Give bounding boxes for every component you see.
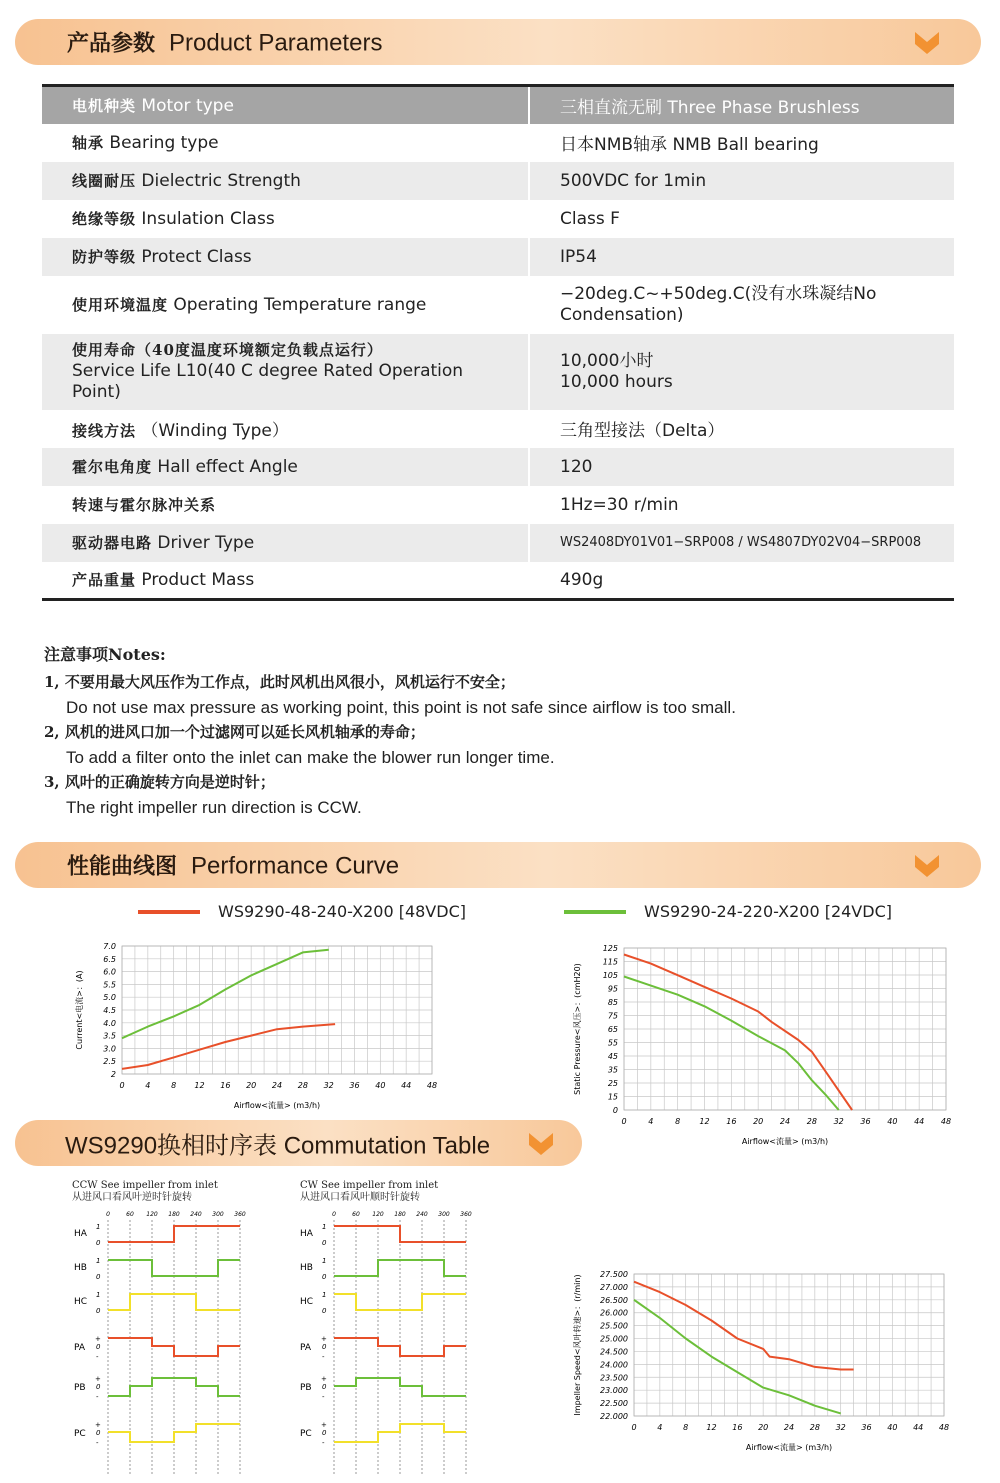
param-value-text: 120 [560, 456, 593, 477]
cw-title [300, 1180, 438, 1204]
param-name [42, 124, 529, 162]
level-0-label: 0 [96, 1343, 101, 1351]
ccw-title-cn: 从进风口看风叶逆时针旋转 [72, 1192, 192, 1203]
commutation-diagram-cw [292, 1206, 492, 1476]
x-tick-label: 20 [753, 1117, 764, 1126]
param-value-text: 10,000 hours [560, 371, 673, 392]
x-tick-label: 8 [683, 1423, 689, 1432]
signal-waveform [108, 1226, 240, 1242]
y-tick-label: 3.5 [103, 1031, 116, 1041]
y-tick-label: 24.000 [600, 1360, 628, 1370]
param-name [42, 524, 529, 562]
level-1-label: 1 [322, 1223, 327, 1231]
param-name [42, 200, 529, 238]
note-en: The right impeller run direction is CCW. [66, 798, 362, 817]
x-tick-label: 40 [887, 1117, 898, 1126]
chart-current [70, 936, 450, 1116]
x-axis-label: Airflow<流量> (m3/h) [745, 1443, 833, 1452]
level-1-label: 1 [96, 1223, 101, 1231]
param-name-en: Bearing type [109, 133, 219, 153]
y-tick-label: 4.0 [103, 1018, 116, 1028]
section-title-en: Product Parameters [169, 29, 383, 57]
y-tick-label: 5.5 [103, 980, 116, 990]
note-en: Do not use max pressure as working point, this point is not safe since airflow is too small. [66, 698, 736, 717]
section-banner-commutation [15, 1120, 582, 1166]
x-tick-label: 36 [861, 1423, 872, 1432]
param-name-cn: 接线方法 [72, 422, 137, 440]
y-tick-label: 55 [607, 1038, 618, 1048]
legend-swatch [564, 910, 626, 914]
degree-tick-label: 360 [234, 1211, 246, 1218]
level-0-label: 0 [322, 1383, 327, 1391]
level-0-label: 0 [96, 1383, 101, 1391]
x-tick-label: 16 [726, 1117, 737, 1126]
section-title-cn: 性能曲线图 [67, 853, 178, 880]
note-cn: 1, 不要用最大风压作为工作点，此时风机出风很小，风机运行不安全； [44, 673, 515, 691]
y-tick-label: 27.000 [600, 1282, 628, 1292]
parameter-table [42, 84, 954, 601]
legend-label: WS9290-24-220-X200 [24VDC] [644, 902, 892, 921]
param-name-en: Operating Temperature range [173, 295, 427, 315]
param-value [529, 334, 954, 410]
param-name-en: Insulation Class [141, 209, 275, 229]
legend-label: WS9290-48-240-X200 [48VDC] [218, 902, 466, 921]
x-tick-label: 4 [648, 1117, 654, 1126]
x-tick-label: 20 [246, 1081, 257, 1090]
x-axis-label: Airflow<流量> (m3/h) [741, 1137, 829, 1146]
level-plus-label: + [95, 1421, 101, 1429]
x-tick-label: 28 [806, 1117, 817, 1126]
x-tick-label: 12 [699, 1117, 710, 1126]
x-tick-label: 4 [145, 1081, 151, 1090]
y-tick-label: 15 [607, 1092, 618, 1102]
level-0-label: 0 [96, 1429, 101, 1437]
level-0-label: 0 [96, 1273, 101, 1281]
param-name-cn: 驱动器电路 [72, 534, 153, 552]
signal-label: PB [74, 1383, 86, 1393]
notes-title: 注意事项Notes: [44, 645, 166, 664]
table-row [42, 562, 954, 600]
degree-tick-label: 300 [438, 1211, 450, 1218]
param-name-cn: 使用寿命（40度温度环境额定负载点运行） [72, 341, 383, 359]
x-tick-label: 36 [860, 1117, 871, 1126]
param-name [42, 486, 529, 524]
x-tick-label: 24 [779, 1117, 791, 1126]
signal-waveform [334, 1226, 466, 1242]
section-title [67, 850, 399, 881]
level-1-label: 1 [96, 1257, 101, 1265]
param-name-cn: 转速与霍尔脉冲关系 [72, 496, 217, 514]
level-0-label: 0 [322, 1343, 327, 1351]
param-name-en: Hall effect Angle [157, 457, 298, 477]
section-title [67, 27, 382, 58]
x-tick-label: 4 [657, 1423, 663, 1432]
level-0-label: 0 [322, 1273, 327, 1281]
chevron-down-icon [913, 851, 941, 879]
commutation-diagram-ccw [66, 1206, 266, 1476]
signal-label: PB [300, 1383, 312, 1393]
y-tick-label: 6.5 [103, 954, 116, 964]
note-cn: 2, 风机的进风口加一个过滤网可以延长风机轴承的寿命； [44, 723, 425, 741]
table-row [42, 448, 954, 486]
signal-label: HA [74, 1229, 87, 1239]
x-tick-label: 48 [938, 1423, 950, 1432]
level-minus-label: - [96, 1439, 99, 1447]
x-tick-label: 0 [631, 1423, 637, 1432]
signal-label: HB [300, 1263, 313, 1273]
param-name-cn: 使用环境温度 [72, 296, 169, 314]
y-tick-label: 25.500 [600, 1321, 628, 1331]
signal-label: HC [300, 1297, 314, 1307]
param-value-text: 490g [560, 569, 604, 590]
x-tick-label: 44 [913, 1423, 924, 1432]
x-axis-label: Airflow<流量> (m3/h) [233, 1101, 321, 1110]
level-minus-label: - [322, 1353, 325, 1361]
level-plus-label: + [95, 1375, 101, 1383]
degree-tick-label: 300 [212, 1211, 224, 1218]
y-tick-label: 6.0 [103, 967, 116, 977]
section-title-en: Performance Curve [191, 852, 400, 880]
x-tick-label: 48 [940, 1117, 952, 1126]
param-value-text: −20deg.C~+50deg.C(没有水珠凝结No Condensation) [560, 283, 877, 325]
notes [44, 642, 944, 820]
level-plus-label: + [95, 1335, 101, 1343]
level-plus-label: + [321, 1421, 327, 1429]
param-name-en: Product Mass [141, 570, 255, 591]
table-row [42, 162, 954, 200]
degree-tick-label: 0 [106, 1211, 110, 1218]
x-tick-label: 40 [887, 1423, 898, 1432]
note-item [44, 670, 944, 720]
param-value-text: 三相直流无刷 Three Phase Brushless [560, 97, 860, 118]
param-value [529, 238, 954, 276]
param-name [42, 162, 529, 200]
param-name-en: Protect Class [141, 247, 252, 267]
degree-tick-label: 0 [332, 1211, 336, 1218]
y-tick-label: 2.5 [103, 1057, 116, 1067]
legend-entry-48v [138, 902, 466, 921]
param-name-cn: 霍尔电角度 [72, 458, 153, 476]
y-tick-label: 75 [607, 1011, 618, 1021]
table-header-row [42, 86, 954, 124]
x-tick-label: 32 [323, 1081, 334, 1090]
section-title-en: WS9290换相时序表 Commutation Table [65, 1132, 491, 1160]
section-banner-performance [15, 842, 981, 888]
chart-static-pressure [568, 940, 958, 1154]
param-value [529, 162, 954, 200]
y-tick-label: 115 [602, 957, 618, 967]
grid [122, 946, 432, 1074]
chevron-down-icon [913, 28, 941, 56]
level-minus-label: - [96, 1353, 99, 1361]
degree-tick-label: 120 [372, 1211, 384, 1218]
param-value [529, 524, 954, 562]
signal-label: PA [74, 1343, 86, 1353]
legend-swatch [138, 910, 200, 914]
y-tick-label: 25 [607, 1079, 618, 1088]
param-value-text: 日本NMB轴承 NMB Ball bearing [560, 135, 819, 155]
y-tick-label: 4.5 [103, 1006, 116, 1015]
degree-tick-label: 240 [416, 1211, 428, 1218]
degree-tick-label: 240 [190, 1211, 202, 1218]
table-row [42, 486, 954, 524]
y-axis-label: Impeller Speed<风叶转速>：(r/min) [573, 1274, 582, 1416]
y-tick-label: 3.0 [103, 1044, 116, 1054]
param-value-text: 10,000小时 [560, 350, 654, 371]
x-tick-label: 12 [194, 1081, 205, 1090]
x-tick-label: 16 [220, 1081, 231, 1090]
y-axis-label: Static Pressure<风压>：(cmH20) [573, 963, 582, 1095]
level-minus-label: - [322, 1393, 325, 1401]
x-tick-label: 16 [732, 1423, 743, 1432]
degree-tick-label: 60 [126, 1211, 134, 1218]
y-tick-label: 45 [607, 1052, 618, 1061]
note-cn: 3, 风叶的正确旋转方向是逆时针； [44, 773, 275, 791]
x-tick-label: 28 [297, 1081, 308, 1090]
param-value-text: 500VDC for 1min [560, 170, 707, 191]
param-name-en: Dielectric Strength [141, 171, 301, 191]
param-name-cn: 轴承 [72, 134, 105, 152]
table-row [42, 200, 954, 238]
x-tick-label: 8 [675, 1117, 681, 1126]
param-value [529, 410, 954, 448]
x-tick-label: 28 [809, 1423, 820, 1432]
degree-tick-label: 180 [168, 1211, 180, 1218]
y-tick-label: 22.000 [600, 1412, 628, 1421]
param-value [529, 124, 954, 162]
level-minus-label: - [96, 1393, 99, 1401]
level-1-label: 1 [96, 1291, 101, 1299]
level-1-label: 1 [322, 1257, 327, 1265]
note-en: To add a filter onto the inlet can make the blower run longer time. [66, 748, 555, 767]
x-tick-label: 8 [171, 1081, 177, 1090]
section-banner-params [15, 19, 981, 65]
y-tick-label: 95 [607, 984, 618, 994]
level-0-label: 0 [322, 1307, 327, 1315]
param-name-cn: 电机种类 [72, 96, 137, 115]
ccw-title [72, 1180, 218, 1204]
x-tick-label: 40 [375, 1081, 386, 1090]
table-row [42, 410, 954, 448]
note-item [44, 720, 944, 770]
y-tick-label: 5.0 [103, 993, 116, 1003]
table-row [42, 276, 954, 334]
cw-title-en: CW See impeller from inlet [300, 1180, 439, 1191]
degree-tick-label: 120 [146, 1211, 158, 1218]
x-tick-label: 36 [349, 1081, 360, 1090]
section-title [65, 1126, 490, 1161]
y-tick-label: 0 [612, 1106, 618, 1115]
y-tick-label: 105 [602, 971, 618, 980]
y-tick-label: 85 [607, 998, 618, 1007]
x-tick-label: 0 [119, 1081, 125, 1090]
table-row [42, 124, 954, 162]
y-tick-label: 27.500 [600, 1270, 628, 1279]
level-0-label: 0 [96, 1307, 101, 1315]
param-value-text: WS2408DY01V01−SRP008 / WS4807DY02V04−SRP008 [560, 535, 922, 550]
param-name-en: （Winding Type） [141, 421, 289, 441]
param-value-text: Class F [560, 208, 620, 229]
param-name-en: Driver Type [157, 533, 255, 553]
y-tick-label: 25.000 [600, 1334, 628, 1344]
x-tick-label: 32 [833, 1117, 844, 1126]
level-0-label: 0 [96, 1239, 101, 1247]
y-tick-label: 26.500 [600, 1295, 628, 1305]
degree-tick-label: 360 [460, 1211, 472, 1218]
x-tick-label: 48 [426, 1081, 438, 1090]
signal-label: HB [74, 1263, 87, 1273]
y-tick-label: 65 [607, 1025, 618, 1034]
param-value [529, 276, 954, 334]
table-row [42, 334, 954, 410]
param-value [529, 200, 954, 238]
param-value-text: 1Hz=30 r/min [560, 494, 679, 515]
x-tick-label: 24 [271, 1081, 283, 1090]
param-name-en: Service Life L10(40 C degree Rated Operation Point) [72, 361, 464, 402]
param-name-en: Motor type [141, 95, 234, 116]
y-tick-label: 24.500 [600, 1347, 628, 1357]
param-value [529, 86, 954, 124]
table-row [42, 524, 954, 562]
y-tick-label: 23.000 [600, 1386, 628, 1396]
y-tick-label: 22.500 [600, 1399, 628, 1409]
param-value [529, 486, 954, 524]
cw-title-cn: 从进风口看风叶顺时针旋转 [300, 1192, 420, 1203]
param-name-cn: 产品重量 [72, 571, 137, 590]
level-0-label: 0 [322, 1239, 327, 1247]
level-minus-label: - [322, 1439, 325, 1447]
y-tick-label: 35 [607, 1065, 618, 1075]
param-name [42, 334, 529, 410]
section-title-cn: 产品参数 [67, 30, 156, 57]
param-value [529, 562, 954, 600]
param-value [529, 448, 954, 486]
y-tick-label: 23.500 [600, 1373, 628, 1383]
param-name [42, 448, 529, 486]
x-tick-label: 20 [758, 1423, 769, 1432]
x-tick-label: 44 [401, 1081, 412, 1090]
level-plus-label: + [321, 1335, 327, 1343]
y-tick-label: 7.0 [103, 942, 116, 951]
signal-waveform [334, 1424, 466, 1442]
param-name [42, 276, 529, 334]
param-name [42, 86, 529, 124]
x-tick-label: 12 [706, 1423, 717, 1432]
x-tick-label: 0 [621, 1117, 627, 1126]
note-item [44, 770, 944, 820]
chart-impeller-speed [568, 1262, 958, 1462]
table-row [42, 238, 954, 276]
x-tick-label: 32 [835, 1423, 846, 1432]
y-tick-label: 125 [602, 944, 618, 953]
signal-label: HC [74, 1297, 88, 1307]
level-0-label: 0 [322, 1429, 327, 1437]
level-1-label: 1 [322, 1291, 327, 1299]
param-name [42, 238, 529, 276]
signal-label: PC [74, 1429, 86, 1439]
chevron-down-icon [527, 1129, 555, 1157]
y-tick-label: 2 [110, 1070, 116, 1079]
signal-waveform [108, 1424, 240, 1442]
param-value-text: IP54 [560, 246, 597, 267]
y-tick-label: 26.000 [600, 1308, 628, 1318]
param-value-text: 三角型接法（Delta） [560, 421, 725, 441]
param-name-cn: 绝缘等级 [72, 210, 137, 228]
x-tick-label: 24 [783, 1423, 795, 1432]
degree-tick-label: 180 [394, 1211, 406, 1218]
signal-label: PC [300, 1429, 312, 1439]
param-name-cn: 防护等级 [72, 248, 137, 266]
legend-entry-24v [564, 902, 892, 921]
signal-label: PA [300, 1343, 312, 1353]
degree-tick-label: 60 [352, 1211, 360, 1218]
param-name [42, 562, 529, 600]
x-tick-label: 44 [914, 1117, 925, 1126]
ccw-title-en: CCW See impeller from inlet [72, 1180, 218, 1191]
y-axis-label: Current<电流>：(A) [75, 970, 84, 1050]
param-name-cn: 线圈耐压 [72, 172, 137, 190]
param-name [42, 410, 529, 448]
signal-label: HA [300, 1229, 313, 1239]
level-plus-label: + [321, 1375, 327, 1383]
